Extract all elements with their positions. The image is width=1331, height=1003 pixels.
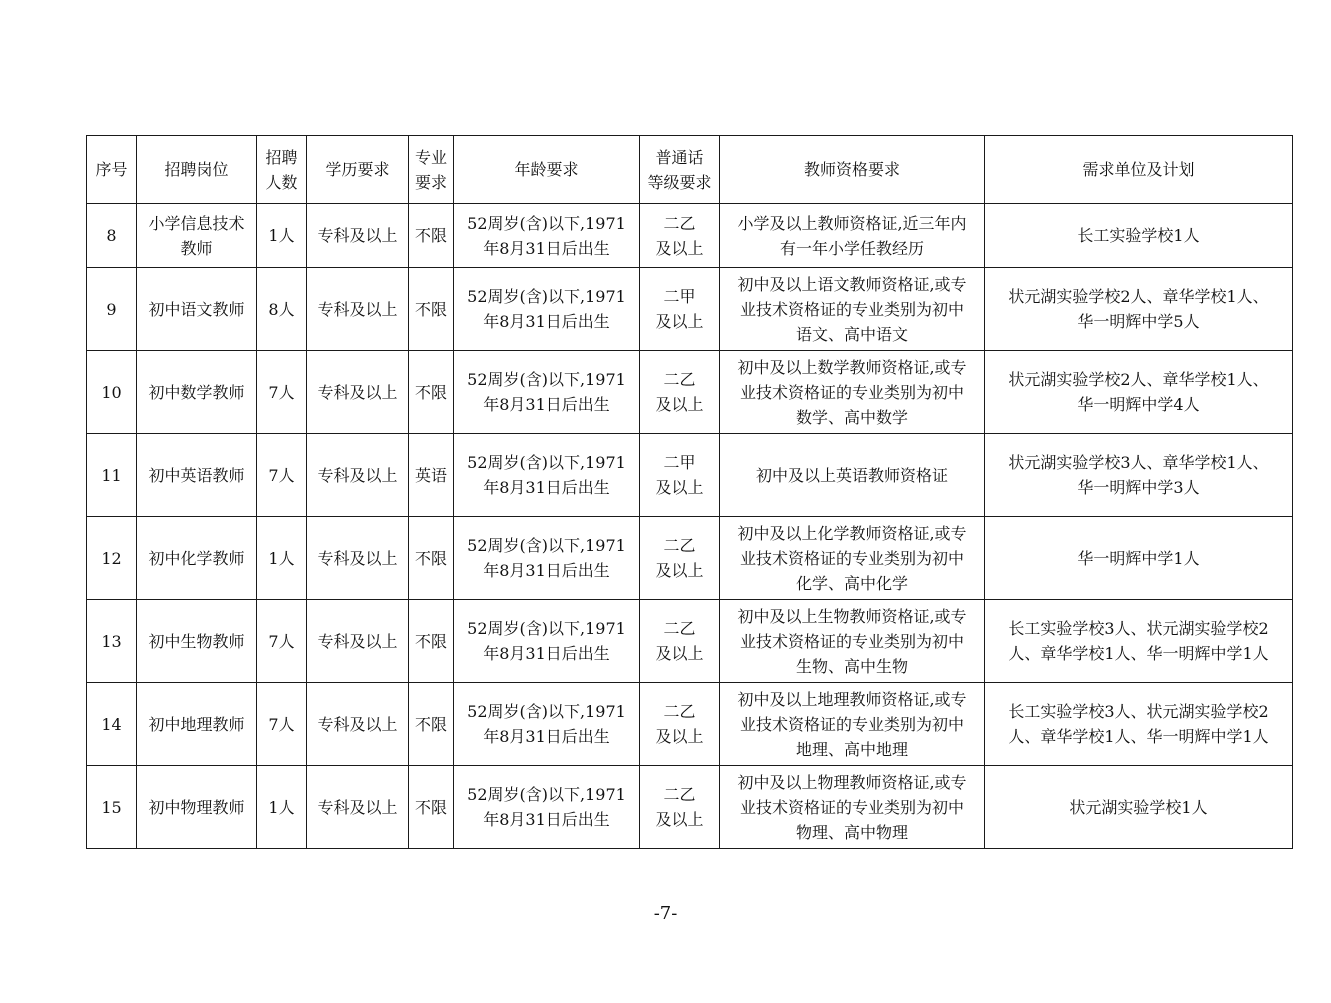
table-row <box>87 600 1293 683</box>
cell-major: 不限 <box>409 683 454 766</box>
cell-mandarin <box>640 683 720 766</box>
cell-units <box>985 204 1293 268</box>
cell-certificate-line: 初中及以上数学教师资格证,或专 <box>737 357 967 377</box>
cell-post <box>137 204 257 268</box>
cell-certificate-line: 化学、高中化学 <box>795 573 908 593</box>
cell-seq: 9 <box>87 268 137 351</box>
cell-seq: 14 <box>87 683 137 766</box>
cell-certificate-line: 生物、高中生物 <box>795 656 908 676</box>
cell-mandarin <box>640 268 720 351</box>
cell-age <box>454 600 640 683</box>
cell-count: 1人 <box>257 517 307 600</box>
cell-units <box>985 434 1293 517</box>
cell-age-line: 年8月31日后出生 <box>483 478 610 497</box>
cell-post-line: 初中物理教师 <box>148 797 245 817</box>
header-seq: 序号 <box>87 136 137 204</box>
header-education: 学历要求 <box>307 136 409 204</box>
cell-age <box>454 204 640 268</box>
cell-units-line: 人、章华学校1人、华一明辉中学1人 <box>1008 644 1269 663</box>
cell-units-line: 状元湖实验学校3人、章华学校1人、 <box>1008 453 1269 472</box>
header-units: 需求单位及计划 <box>985 136 1293 204</box>
cell-post <box>137 600 257 683</box>
cell-mandarin-line: 及以上 <box>655 478 704 497</box>
cell-age-line: 52周岁(含)以下,1971 <box>467 370 626 389</box>
cell-education: 专科及以上 <box>307 268 409 351</box>
cell-age <box>454 766 640 849</box>
cell-certificate-line: 业技术资格证的专业类别为初中 <box>739 382 964 402</box>
cell-count: 8人 <box>257 268 307 351</box>
cell-units <box>985 683 1293 766</box>
header-row <box>87 136 1293 204</box>
cell-units-line: 长工实验学校1人 <box>1077 226 1200 245</box>
page-number: -7- <box>653 903 678 924</box>
cell-certificate-line: 业技术资格证的专业类别为初中 <box>739 548 964 568</box>
cell-seq: 12 <box>87 517 137 600</box>
cell-age-line: 52周岁(含)以下,1971 <box>467 287 626 306</box>
header-major-line: 要求 <box>414 172 447 192</box>
cell-age-line: 年8月31日后出生 <box>483 395 610 414</box>
table-row <box>87 268 1293 351</box>
cell-age-line: 年8月31日后出生 <box>483 810 610 829</box>
cell-post-line: 初中地理教师 <box>148 714 245 734</box>
cell-units-line: 状元湖实验学校1人 <box>1069 797 1208 817</box>
cell-mandarin-line: 二乙 <box>663 536 696 555</box>
cell-age <box>454 683 640 766</box>
cell-count: 7人 <box>257 351 307 434</box>
cell-certificate-line: 初中及以上地理教师资格证,或专 <box>737 689 967 709</box>
header-mandarin-line: 等级要求 <box>647 172 712 192</box>
cell-units <box>985 351 1293 434</box>
header-mandarin <box>640 136 720 204</box>
header-age: 年龄要求 <box>454 136 640 204</box>
cell-units-line: 华一明辉中学1人 <box>1077 548 1200 568</box>
cell-mandarin <box>640 351 720 434</box>
cell-count: 1人 <box>257 204 307 268</box>
cell-age-line: 52周岁(含)以下,1971 <box>467 536 626 555</box>
cell-certificate <box>720 204 985 268</box>
cell-post-line: 初中语文教师 <box>148 299 245 319</box>
cell-certificate <box>720 268 985 351</box>
cell-age-line: 52周岁(含)以下,1971 <box>467 702 626 721</box>
cell-post-line: 初中生物教师 <box>148 631 245 651</box>
cell-seq: 13 <box>87 600 137 683</box>
cell-post-line: 初中英语教师 <box>148 465 245 485</box>
header-post: 招聘岗位 <box>137 136 257 204</box>
header-certificate: 教师资格要求 <box>720 136 985 204</box>
cell-mandarin-line: 及以上 <box>655 810 704 829</box>
cell-mandarin-line: 二乙 <box>663 785 696 804</box>
cell-units-line: 华一明辉中学3人 <box>1077 478 1200 497</box>
cell-post <box>137 517 257 600</box>
cell-age-line: 年8月31日后出生 <box>483 238 610 258</box>
cell-major: 不限 <box>409 517 454 600</box>
cell-age-line: 年8月31日后出生 <box>483 727 610 746</box>
cell-units-line: 华一明辉中学5人 <box>1077 312 1200 331</box>
cell-mandarin-line: 二甲 <box>663 453 696 472</box>
cell-age-line: 52周岁(含)以下,1971 <box>467 213 626 233</box>
cell-certificate-line: 业技术资格证的专业类别为初中 <box>739 797 964 817</box>
header-major-line: 专业 <box>414 147 447 167</box>
cell-post-line: 教师 <box>180 238 213 258</box>
cell-certificate-line: 业技术资格证的专业类别为初中 <box>739 631 964 651</box>
cell-mandarin <box>640 766 720 849</box>
cell-certificate <box>720 683 985 766</box>
cell-mandarin-line: 及以上 <box>655 238 704 258</box>
cell-post-line: 小学信息技术 <box>148 213 245 233</box>
cell-post-line: 初中化学教师 <box>148 548 245 568</box>
header-count-line: 招聘 <box>265 147 298 167</box>
header-count-line: 人数 <box>265 172 298 192</box>
cell-age-line: 52周岁(含)以下,1971 <box>467 453 626 472</box>
cell-age-line: 52周岁(含)以下,1971 <box>467 619 626 638</box>
cell-age-line: 52周岁(含)以下,1971 <box>467 785 626 804</box>
cell-education: 专科及以上 <box>307 600 409 683</box>
cell-mandarin-line: 二乙 <box>663 702 696 721</box>
cell-certificate-line: 物理、高中物理 <box>795 822 908 842</box>
cell-education: 专科及以上 <box>307 351 409 434</box>
cell-units <box>985 268 1293 351</box>
cell-certificate-line: 初中及以上语文教师资格证,或专 <box>737 274 967 294</box>
cell-count: 7人 <box>257 683 307 766</box>
cell-mandarin-line: 及以上 <box>655 644 704 663</box>
cell-units <box>985 517 1293 600</box>
cell-major: 不限 <box>409 268 454 351</box>
cell-post <box>137 268 257 351</box>
cell-age <box>454 517 640 600</box>
cell-units <box>985 600 1293 683</box>
cell-mandarin <box>640 517 720 600</box>
cell-major: 英语 <box>409 434 454 517</box>
cell-education: 专科及以上 <box>307 683 409 766</box>
cell-certificate-line: 有一年小学任教经历 <box>779 238 924 258</box>
cell-units-line: 状元湖实验学校2人、章华学校1人、 <box>1008 370 1269 389</box>
cell-units-line: 长工实验学校3人、状元湖实验学校2 <box>1008 702 1269 721</box>
cell-certificate-line: 地理、高中地理 <box>795 739 908 759</box>
cell-education: 专科及以上 <box>307 204 409 268</box>
cell-major: 不限 <box>409 766 454 849</box>
cell-education: 专科及以上 <box>307 766 409 849</box>
cell-age-line: 年8月31日后出生 <box>483 561 610 580</box>
cell-mandarin-line: 二甲 <box>663 287 696 306</box>
cell-mandarin-line: 二乙 <box>663 370 696 389</box>
cell-education: 专科及以上 <box>307 517 409 600</box>
cell-certificate-line: 数学、高中数学 <box>795 407 908 427</box>
cell-mandarin-line: 二乙 <box>663 619 696 638</box>
cell-mandarin-line: 及以上 <box>655 312 704 331</box>
cell-units-line: 长工实验学校3人、状元湖实验学校2 <box>1008 619 1269 638</box>
cell-age <box>454 434 640 517</box>
cell-certificate-line: 业技术资格证的专业类别为初中 <box>739 714 964 734</box>
cell-age <box>454 351 640 434</box>
cell-mandarin <box>640 600 720 683</box>
cell-seq: 8 <box>87 204 137 268</box>
table-row <box>87 683 1293 766</box>
cell-mandarin <box>640 204 720 268</box>
table-row <box>87 351 1293 434</box>
cell-certificate <box>720 600 985 683</box>
cell-units-line: 状元湖实验学校2人、章华学校1人、 <box>1008 287 1269 306</box>
cell-seq: 15 <box>87 766 137 849</box>
cell-mandarin-line: 二乙 <box>663 213 696 233</box>
table-row <box>87 517 1293 600</box>
table-row <box>87 434 1293 517</box>
cell-count: 1人 <box>257 766 307 849</box>
table-header <box>87 136 1293 204</box>
cell-major: 不限 <box>409 351 454 434</box>
cell-post-line: 初中数学教师 <box>148 382 245 402</box>
cell-major: 不限 <box>409 204 454 268</box>
cell-mandarin-line: 及以上 <box>655 727 704 746</box>
cell-count: 7人 <box>257 434 307 517</box>
cell-certificate-line: 初中及以上生物教师资格证,或专 <box>737 606 967 626</box>
cell-count: 7人 <box>257 600 307 683</box>
table-row <box>87 204 1293 268</box>
cell-age-line: 年8月31日后出生 <box>483 644 610 663</box>
cell-certificate-line: 语文、高中语文 <box>795 324 908 344</box>
cell-age <box>454 268 640 351</box>
cell-certificate-line: 业技术资格证的专业类别为初中 <box>739 299 964 319</box>
cell-certificate <box>720 434 985 517</box>
cell-mandarin-line: 及以上 <box>655 395 704 414</box>
cell-age-line: 年8月31日后出生 <box>483 312 610 331</box>
cell-post <box>137 434 257 517</box>
cell-certificate-line: 初中及以上物理教师资格证,或专 <box>737 772 967 792</box>
cell-certificate-line: 初中及以上化学教师资格证,或专 <box>737 523 967 543</box>
cell-certificate-line: 初中及以上英语教师资格证 <box>755 465 948 485</box>
cell-certificate <box>720 351 985 434</box>
table-row <box>87 766 1293 849</box>
header-count <box>257 136 307 204</box>
header-mandarin-line: 普通话 <box>655 147 704 167</box>
recruitment-table <box>86 135 1293 849</box>
cell-units-line: 华一明辉中学4人 <box>1077 395 1200 414</box>
cell-certificate <box>720 517 985 600</box>
table-body <box>87 204 1293 849</box>
cell-education: 专科及以上 <box>307 434 409 517</box>
cell-mandarin <box>640 434 720 517</box>
cell-seq: 10 <box>87 351 137 434</box>
cell-seq: 11 <box>87 434 137 517</box>
cell-post <box>137 351 257 434</box>
header-major <box>409 136 454 204</box>
cell-major: 不限 <box>409 600 454 683</box>
cell-units <box>985 766 1293 849</box>
cell-units-line: 人、章华学校1人、华一明辉中学1人 <box>1008 727 1269 746</box>
cell-mandarin-line: 及以上 <box>655 561 704 580</box>
cell-certificate-line: 小学及以上教师资格证,近三年内 <box>737 213 967 233</box>
cell-certificate <box>720 766 985 849</box>
cell-post <box>137 683 257 766</box>
cell-post <box>137 766 257 849</box>
